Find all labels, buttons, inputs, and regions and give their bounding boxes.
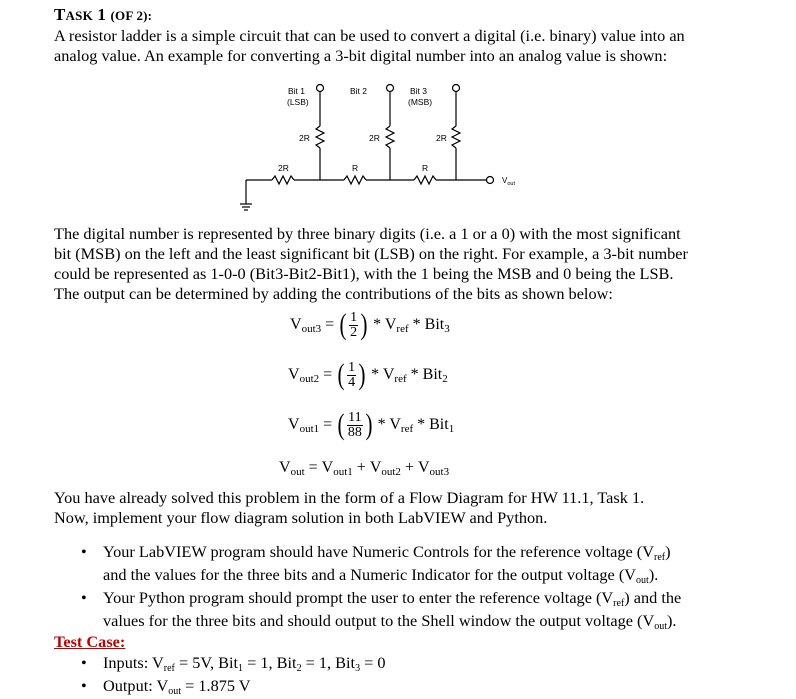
bit2-label: Bit 2 <box>350 86 368 96</box>
equation-vout2: V out2 = ( $\frac{1}{4}$ ) * V ref * Bit 2 <box>288 358 448 391</box>
resistor-ladder-diagram <box>230 82 530 222</box>
equation-vout-sum: V out = V out1 + V out2 + V out3 <box>279 459 450 478</box>
bit3-sub-label: (MSB) <box>408 97 433 107</box>
intro-line-2: analog value. An example for converting a 3-bit digital number into an analog value is shown: <box>54 46 668 65</box>
resistor-h2-label: R <box>352 163 359 173</box>
list-item: • Your Python program should prompt the user to enter the reference voltage (Vref) and the values for the three bits and should output to the Shell window the output voltage (Vout). <box>81 588 682 632</box>
list-item: • Your LabVIEW program should have Numeric Controls for the reference voltage (Vref) and the values for the three bits and a Numeric Indicator for the output voltage (Vout). <box>81 542 671 586</box>
followup-paragraph <box>54 488 644 528</box>
list-item: • Inputs: Vref = 5V, Bit1 = 1, Bit2 = 1, Bit3 = 0 <box>81 653 386 674</box>
bit3-label: Bit 3 <box>410 86 428 96</box>
test-case-list <box>54 653 386 699</box>
followup-line-2: Now, implement your flow diagram solution in both LabVIEW and Python. <box>54 508 548 527</box>
resistor-v2-label: 2R <box>369 133 380 143</box>
test-case-title: Test Case: <box>54 632 126 651</box>
equation-vout1: V out1 = ( $\frac{11}{88}$ ) * V ref * Bit 1 <box>288 408 455 441</box>
description-paragraph <box>54 224 688 304</box>
resistor-v3-label: 2R <box>436 133 447 143</box>
description-line-4: The output can be determined by adding the contributions of the bits as shown below: <box>54 284 613 303</box>
resistor-v1-label: 2R <box>299 133 310 143</box>
resistor-h3-label: R <box>422 163 429 173</box>
intro-paragraph <box>54 26 685 66</box>
requirements-list <box>54 542 681 634</box>
task-heading: TASK 1 (OF 2): <box>54 5 153 24</box>
bit1-label: Bit 1 <box>288 86 306 96</box>
resistor-h1-label: 2R <box>278 163 289 173</box>
description-line-3: could be represented as 1-0-0 (Bit3-Bit2-Bit1), with the 1 being the MSB and 0 being the LSB. <box>54 264 674 283</box>
list-item: • Output: Vout = 1.875 V <box>81 676 251 697</box>
vout-label: $V_{out}$ <box>502 176 515 187</box>
description-line-2: bit (MSB) on the left and the least significant bit (LSB) on the right. For example, a 3-bit number <box>54 244 688 263</box>
bit1-sub-label: (LSB) <box>287 97 309 107</box>
intro-line-1: A resistor ladder is a simple circuit that can be used to convert a digital (i.e. binary) value into an <box>54 26 685 45</box>
equation-vout3: V out3 = ( $\frac{1}{2}$ ) * V ref * Bit 3 <box>290 308 450 341</box>
followup-line-1: You have already solved this problem in the form of a Flow Diagram for HW 11.1, Task 1. <box>54 488 645 507</box>
description-line-1: The digital number is represented by three binary digits (i.e. a 1 or a 0) with the most significant <box>54 224 681 243</box>
